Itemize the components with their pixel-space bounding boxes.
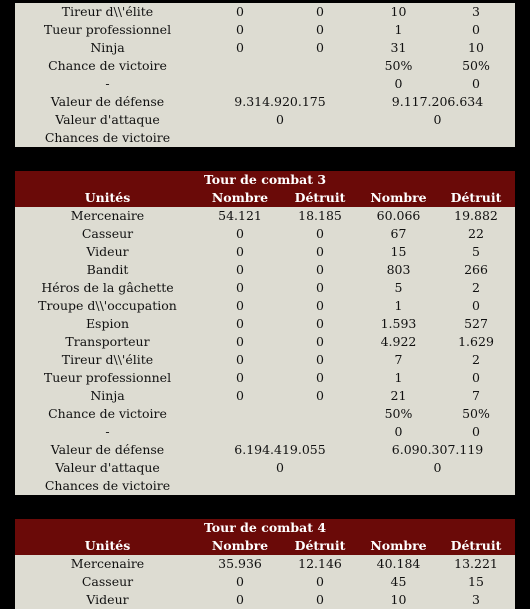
attacker-lost: 0 — [280, 297, 360, 315]
unit-name: Héros de la gâchette — [15, 279, 200, 297]
attacker-lost: 0 — [280, 279, 360, 297]
attacker-count: 0 — [200, 573, 280, 591]
unit-name: Casseur — [15, 225, 200, 243]
defender-count: 45 — [360, 573, 437, 591]
attacker-lost: 0 — [280, 351, 360, 369]
attacker-count: 0 — [200, 3, 280, 21]
column-header-defender-lost: Détruit — [437, 537, 515, 555]
victory-chance-row — [15, 405, 515, 423]
dash-row — [15, 75, 515, 93]
table-row — [15, 369, 515, 387]
unit-name: Ninja — [15, 39, 200, 57]
defender-defense: 9.117.206.634 — [360, 93, 515, 111]
table-row — [15, 21, 515, 39]
attacker-count: 0 — [200, 297, 280, 315]
combat-round-2-fragment — [15, 3, 515, 147]
defender-dash: 0 — [437, 423, 515, 441]
defense-row — [15, 93, 515, 111]
attacker-lost: 0 — [280, 333, 360, 351]
attacker-lost: 0 — [280, 21, 360, 39]
defender-lost: 19.882 — [437, 207, 515, 225]
table-row — [15, 351, 515, 369]
column-header-attacker-count: Nombre — [200, 189, 280, 207]
attacker-defense: 6.194.419.055 — [200, 441, 360, 459]
attacker-attack: 0 — [200, 111, 360, 129]
round-title: Tour de combat 4 — [15, 519, 515, 537]
attacker-lost: 0 — [280, 591, 360, 609]
round-table — [15, 519, 515, 609]
defender-lost: 22 — [437, 225, 515, 243]
table-row — [15, 591, 515, 609]
attacker-attack: 0 — [200, 459, 360, 477]
unit-name: Tireur d\\'élite — [15, 351, 200, 369]
defender-lost: 3 — [437, 3, 515, 21]
defender-count: 15 — [360, 243, 437, 261]
attacker-count: 0 — [200, 279, 280, 297]
attack-label: Valeur d'attaque — [15, 111, 200, 129]
attacker-count: 0 — [200, 39, 280, 57]
defender-victory: 50% — [437, 57, 515, 75]
defender-count: 31 — [360, 39, 437, 57]
combat-round-4 — [15, 519, 515, 609]
unit-name: Bandit — [15, 261, 200, 279]
chances-row — [15, 477, 515, 495]
defender-lost: 266 — [437, 261, 515, 279]
table-row — [15, 333, 515, 351]
column-header-units: Unités — [15, 189, 200, 207]
chances-label: Chances de victoire — [15, 477, 200, 495]
attacker-dash: 0 — [360, 75, 437, 93]
column-header-defender-lost: Détruit — [437, 189, 515, 207]
table-row — [15, 39, 515, 57]
defender-victory: 50% — [437, 405, 515, 423]
attacker-lost: 0 — [280, 573, 360, 591]
column-header-attacker-count: Nombre — [200, 537, 280, 555]
combat-round-3 — [15, 171, 515, 495]
attacker-lost: 18.185 — [280, 207, 360, 225]
column-header-defender-count: Nombre — [360, 537, 437, 555]
column-header-attacker-lost: Détruit — [280, 189, 360, 207]
round-table — [15, 3, 515, 147]
defender-count: 21 — [360, 387, 437, 405]
defender-lost: 15 — [437, 573, 515, 591]
defense-label: Valeur de défense — [15, 93, 200, 111]
attack-row — [15, 459, 515, 477]
dash-row — [15, 423, 515, 441]
attacker-count: 0 — [200, 261, 280, 279]
table-row — [15, 261, 515, 279]
column-header-defender-count: Nombre — [360, 189, 437, 207]
defense-label: Valeur de défense — [15, 441, 200, 459]
victory-chance-label: Chance de victoire — [15, 405, 200, 423]
round-table — [15, 171, 515, 495]
unit-name: Mercenaire — [15, 555, 200, 573]
defender-count: 1.593 — [360, 315, 437, 333]
defender-count: 1 — [360, 21, 437, 39]
attacker-count: 54.121 — [200, 207, 280, 225]
defender-lost: 2 — [437, 279, 515, 297]
table-row — [15, 315, 515, 333]
defender-lost: 13.221 — [437, 555, 515, 573]
attacker-lost: 0 — [280, 387, 360, 405]
chances-label: Chances de victoire — [15, 129, 200, 147]
column-header-attacker-lost: Détruit — [280, 537, 360, 555]
attacker-dash: 0 — [360, 423, 437, 441]
defender-count: 10 — [360, 3, 437, 21]
defender-attack: 0 — [360, 111, 515, 129]
table-row — [15, 225, 515, 243]
unit-name: Ninja — [15, 387, 200, 405]
defender-count: 1 — [360, 297, 437, 315]
defense-row — [15, 441, 515, 459]
attacker-count: 0 — [200, 225, 280, 243]
attacker-lost: 12.146 — [280, 555, 360, 573]
unit-name: Tueur professionnel — [15, 21, 200, 39]
defender-count: 10 — [360, 591, 437, 609]
unit-name: Videur — [15, 243, 200, 261]
attacker-count: 0 — [200, 387, 280, 405]
defender-lost: 10 — [437, 39, 515, 57]
defender-lost: 1.629 — [437, 333, 515, 351]
defender-lost: 527 — [437, 315, 515, 333]
table-row — [15, 297, 515, 315]
victory-chance-row — [15, 57, 515, 75]
defender-count: 40.184 — [360, 555, 437, 573]
victory-chance-label: Chance de victoire — [15, 57, 200, 75]
dash-label: - — [15, 75, 200, 93]
defender-count: 7 — [360, 351, 437, 369]
attack-label: Valeur d'attaque — [15, 459, 200, 477]
table-row — [15, 3, 515, 21]
attacker-count: 0 — [200, 351, 280, 369]
attacker-lost: 0 — [280, 225, 360, 243]
defender-count: 5 — [360, 279, 437, 297]
attacker-lost: 0 — [280, 243, 360, 261]
defender-lost: 3 — [437, 591, 515, 609]
chances-row — [15, 129, 515, 147]
attacker-lost: 0 — [280, 315, 360, 333]
attacker-lost: 0 — [280, 3, 360, 21]
unit-name: Tueur professionnel — [15, 369, 200, 387]
defender-count: 803 — [360, 261, 437, 279]
attacker-defense: 9.314.920.175 — [200, 93, 360, 111]
round-title: Tour de combat 3 — [15, 171, 515, 189]
attacker-lost: 0 — [280, 39, 360, 57]
attacker-count: 0 — [200, 243, 280, 261]
unit-name: Transporteur — [15, 333, 200, 351]
table-row — [15, 387, 515, 405]
attacker-count: 0 — [200, 315, 280, 333]
defender-count: 60.066 — [360, 207, 437, 225]
unit-name: Troupe d\\'occupation — [15, 297, 200, 315]
unit-name: Mercenaire — [15, 207, 200, 225]
defender-count: 1 — [360, 369, 437, 387]
attack-row — [15, 111, 515, 129]
attacker-count: 0 — [200, 21, 280, 39]
table-row — [15, 573, 515, 591]
attacker-count: 0 — [200, 333, 280, 351]
defender-count: 4.922 — [360, 333, 437, 351]
defender-dash: 0 — [437, 75, 515, 93]
defender-lost: 0 — [437, 297, 515, 315]
table-row — [15, 555, 515, 573]
defender-lost: 0 — [437, 21, 515, 39]
unit-name: Tireur d\\'élite — [15, 3, 200, 21]
defender-lost: 2 — [437, 351, 515, 369]
attacker-victory: 50% — [360, 405, 437, 423]
attacker-lost: 0 — [280, 369, 360, 387]
table-row — [15, 207, 515, 225]
defender-lost: 7 — [437, 387, 515, 405]
defender-lost: 0 — [437, 369, 515, 387]
dash-label: - — [15, 423, 200, 441]
attacker-count: 0 — [200, 591, 280, 609]
attacker-count: 0 — [200, 369, 280, 387]
unit-name: Videur — [15, 591, 200, 609]
unit-name: Espion — [15, 315, 200, 333]
attacker-lost: 0 — [280, 261, 360, 279]
table-row — [15, 279, 515, 297]
column-header-units: Unités — [15, 537, 200, 555]
defender-attack: 0 — [360, 459, 515, 477]
attacker-count: 35.936 — [200, 555, 280, 573]
unit-name: Casseur — [15, 573, 200, 591]
attacker-victory: 50% — [360, 57, 437, 75]
defender-count: 67 — [360, 225, 437, 243]
defender-defense: 6.090.307.119 — [360, 441, 515, 459]
table-row — [15, 243, 515, 261]
defender-lost: 5 — [437, 243, 515, 261]
